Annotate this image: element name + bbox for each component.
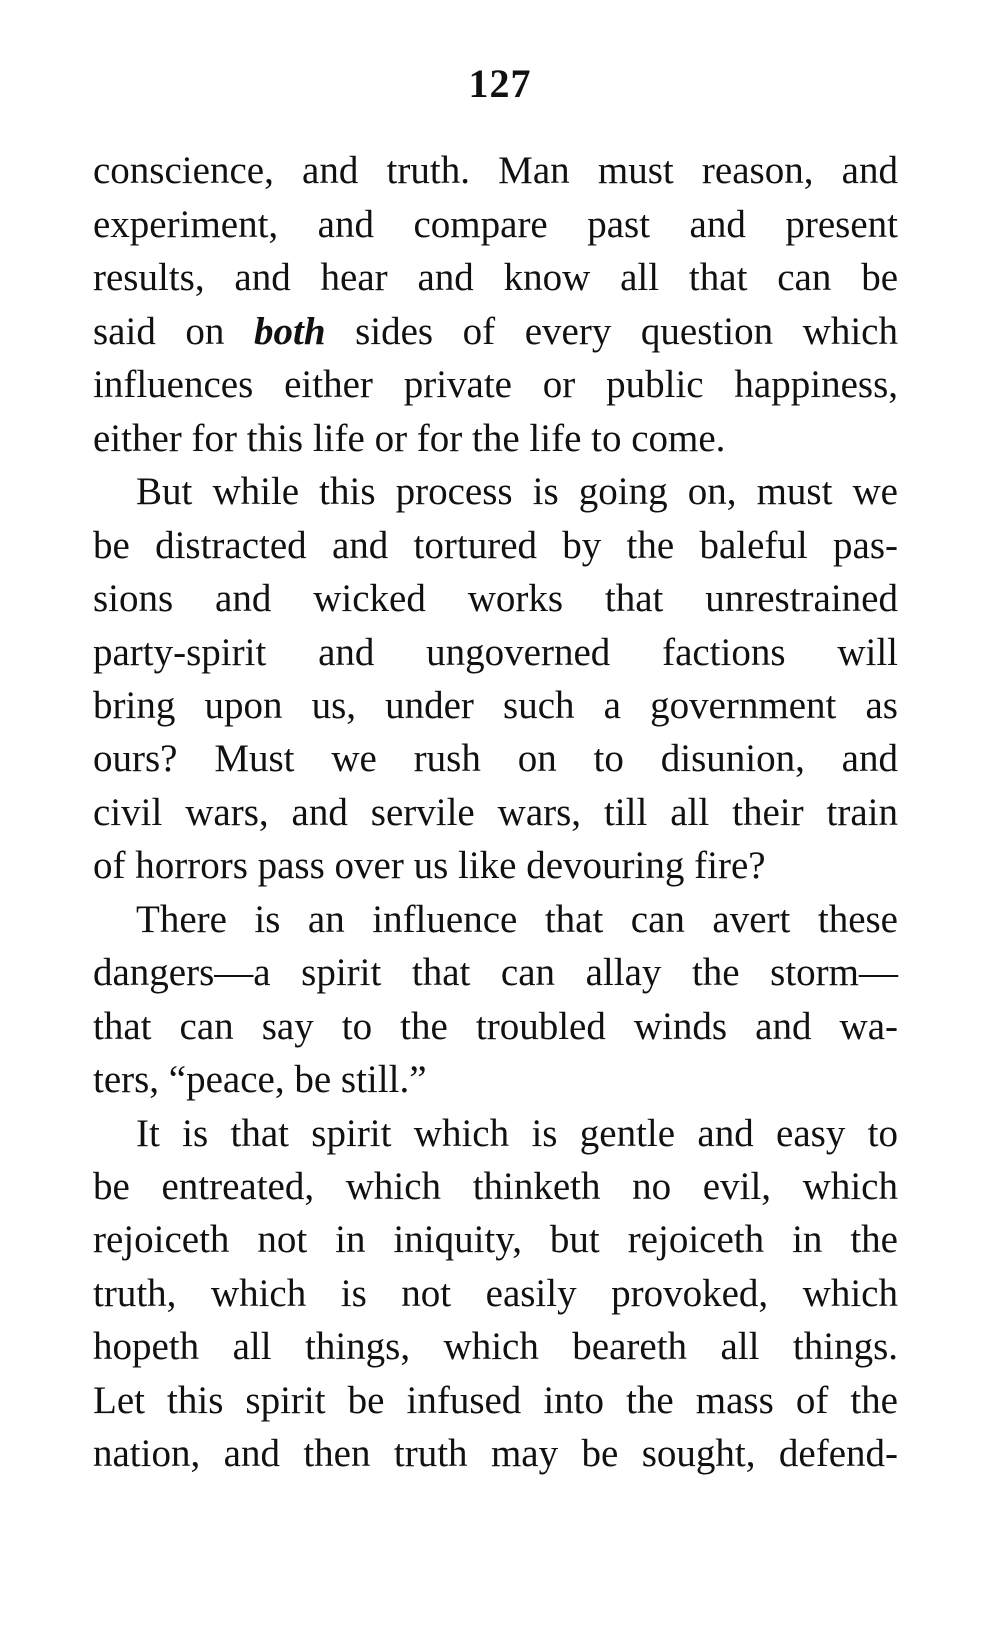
text-line: rejoiceth not in iniquity, but rejoiceth in the — [93, 1218, 898, 1261]
emphasized-word: both — [253, 310, 326, 353]
text-line: Let this spirit be infused into the mass of the — [93, 1379, 898, 1422]
text-line: that can say to the troubled winds and wa- — [93, 1005, 898, 1048]
text-line: bring upon us, under such a government as — [93, 684, 898, 727]
page-number: 127 — [468, 61, 532, 106]
text-line: There is an influence that can avert these — [136, 898, 898, 941]
text-line: dangers—a spirit that can allay the storm— — [93, 951, 898, 994]
text-line: either for this life or for the life to come. — [93, 417, 726, 460]
text-line: of horrors pass over us like devouring fire? — [93, 844, 766, 887]
text-line — [93, 306, 898, 358]
text-line: be distracted and tortured by the baleful pas- — [93, 524, 898, 567]
text-line: But while this process is going on, must we — [136, 470, 898, 513]
text-line: be entreated, which thinketh no evil, which — [93, 1165, 898, 1208]
text-line: conscience, and truth. Man must reason, and — [93, 149, 898, 192]
text-line: experiment, and compare past and present — [93, 203, 898, 246]
text-line: ters, “peace, be still.” — [93, 1058, 427, 1101]
text-span: said on — [93, 310, 254, 353]
text-line: influences either private or public happiness, — [93, 363, 898, 406]
text-line: truth, which is not easily provoked, which — [93, 1272, 898, 1315]
text-line: sions and wicked works that unrestrained — [93, 577, 898, 620]
text-line: hopeth all things, which beareth all things. — [93, 1325, 898, 1368]
text-line: party-spirit and ungoverned factions will — [93, 631, 898, 674]
text-line: civil wars, and servile wars, till all their train — [93, 791, 898, 834]
text-line: results, and hear and know all that can be — [93, 256, 898, 299]
text-line: ours? Must we rush on to disunion, and — [93, 737, 898, 780]
text-line: It is that spirit which is gentle and easy to — [136, 1112, 898, 1155]
text-span: sides of every question which — [325, 310, 898, 353]
text-line: nation, and then truth may be sought, defend- — [93, 1432, 898, 1475]
